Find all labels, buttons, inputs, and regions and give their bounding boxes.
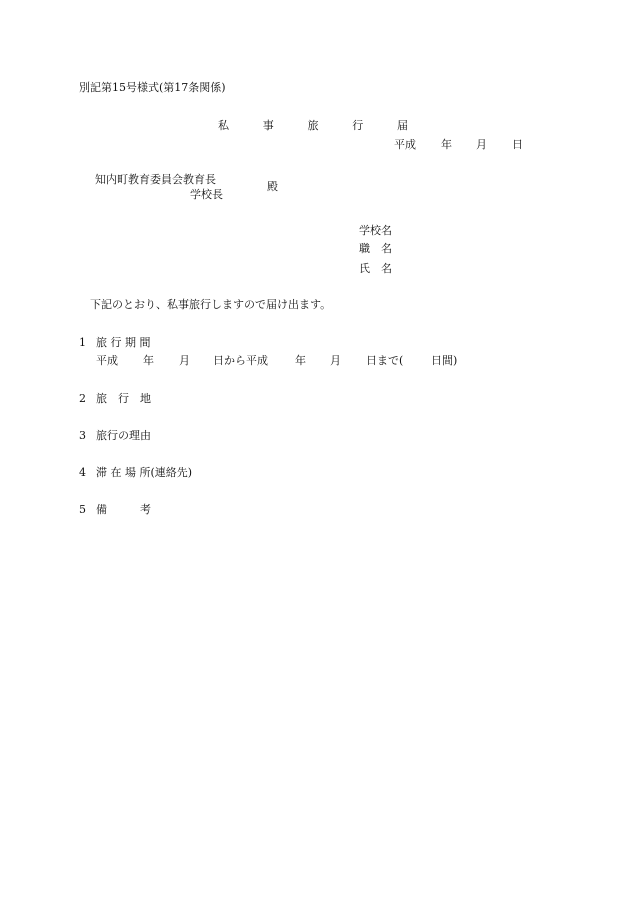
item-label-destination: 旅 行 地 <box>96 392 151 405</box>
period-from: 日から平成 <box>213 354 268 367</box>
item-label-stay-place: 滞 在 場 所(連絡先) <box>96 466 193 479</box>
period-year-end: 年 <box>295 354 306 367</box>
form-title <box>218 119 408 132</box>
item-label-remarks: 備 考 <box>96 503 151 516</box>
date-month-unit: 月 <box>476 138 487 151</box>
period-month-start: 月 <box>179 354 190 367</box>
item-number: 2 <box>79 392 86 405</box>
item-number: 3 <box>79 429 86 442</box>
date-year-unit: 年 <box>441 138 452 151</box>
period-days-total: 日間) <box>431 354 458 367</box>
post-label: 職 名 <box>359 242 392 255</box>
addressee-honorific: 殿 <box>267 180 278 193</box>
item-label-period: 旅 行 期 間 <box>96 336 151 349</box>
addressee-board: 知内町教育委員会教育長 <box>95 173 216 186</box>
item-number: 5 <box>79 503 86 516</box>
title-char: 私 <box>218 119 229 132</box>
school-name-label: 学校名 <box>359 224 392 237</box>
addressee-principal: 学校長 <box>190 188 223 201</box>
item-number: 4 <box>79 466 86 479</box>
date-day-unit: 日 <box>512 138 523 151</box>
title-char: 事 <box>262 119 274 132</box>
title-char: 行 <box>352 119 364 132</box>
date-era: 平成 <box>394 138 416 151</box>
period-year-start: 年 <box>143 354 154 367</box>
form-reference: 別記第15号様式(第17条関係) <box>79 81 226 94</box>
title-char: 届 <box>397 119 408 132</box>
applicant-name-label: 氏 名 <box>359 262 392 275</box>
intro-text: 下記のとおり、私事旅行しますので届け出ます。 <box>90 298 332 311</box>
period-month-end: 月 <box>330 354 341 367</box>
item-label-reason: 旅行の理由 <box>96 429 151 442</box>
period-era-start: 平成 <box>96 354 118 367</box>
title-char: 旅 <box>307 119 319 132</box>
period-until: 日まで( <box>366 354 404 367</box>
item-number: 1 <box>79 336 86 349</box>
